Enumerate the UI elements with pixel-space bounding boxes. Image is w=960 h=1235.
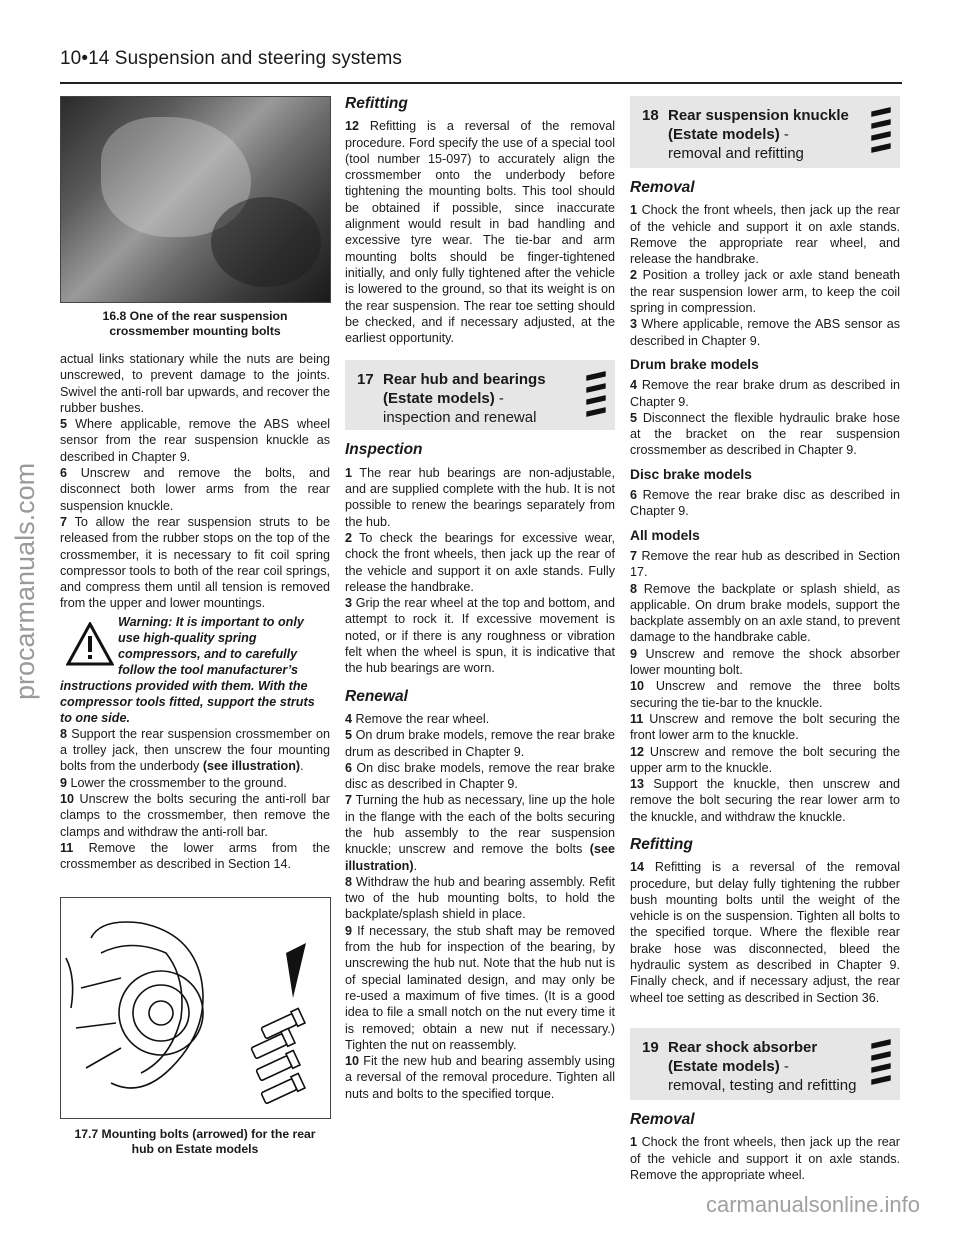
figure-16-8-caption: 16.8 One of the rear suspension crossmember mounting bolts bbox=[102, 309, 288, 338]
paragraph: 2 Position a trolley jack or axle stand beneath the rear suspension lower arm, to keep the coil spring in compression. bbox=[630, 268, 901, 316]
heading-all-models: All models bbox=[630, 527, 700, 543]
paragraph: 12 Refitting is a reversal of the removal procedure. Ford specify the use of a special tool (tool number 15-097) to accurately align the crossmember onto the underbody before tightening the mounting bolts. This tool should be obtained if possible, since inaccurate alignment would result in bad handling and excessive tyre wear. The tie-bar and arm mounting bolts should be finger-tightened initially, and only fully tightened after the vehicle is lowered to the ground, so that its weight is on the rear suspension. The rear toe setting should be checked, and if necessary adjusted, at the earliest opportunity. bbox=[345, 119, 615, 346]
column-1 bbox=[60, 96, 330, 872]
paragraph: 3 Grip the rear wheel at the top and bottom, and attempt to rock it. If excessive movement is noted, or if there is any roughness or vibration felt when the wheel is spun, it is indicative that the hub bearings are worn. bbox=[345, 596, 615, 676]
heading-removal-2: Removal bbox=[630, 1110, 695, 1128]
paragraph: 4 Remove the rear wheel. bbox=[345, 711, 490, 726]
paragraph: 1 Chock the front wheels, then jack up the rear of the vehicle and support it on axle stands. Remove the appropriate wheel. bbox=[630, 1135, 900, 1182]
arrow-icon bbox=[286, 943, 306, 998]
column-2 bbox=[345, 96, 615, 1102]
paragraph: 1 Chock the front wheels, then jack up the rear of the vehicle and support it on axle stands. Remove the appropriate rear wheel, and release the handbrake. bbox=[630, 203, 900, 267]
column-3 bbox=[630, 96, 900, 1183]
paragraph: 8 Support the rear suspension crossmember on a trolley jack, then unscrew the four mounting bolts from the underbody (see illustration). bbox=[60, 726, 330, 774]
paragraph: 13 Support the knuckle, then unscrew and remove the bolt securing the rear lower arm to the knuckle, and withdraw the knuckle. bbox=[630, 777, 900, 824]
rear-hub-drawing bbox=[61, 898, 330, 1118]
figure-17-7-caption: 17.7 Mounting bolts (arrowed) for the rear hub on Estate models bbox=[74, 1127, 316, 1156]
paragraph: 12 Unscrew and remove the bolt securing the upper arm to the knuckle. bbox=[630, 744, 901, 775]
heading-removal: Removal bbox=[630, 179, 695, 196]
paragraph: 10 Unscrew and remove the three bolts securing the tie-bar to the knuckle. bbox=[630, 679, 900, 710]
paragraph: 9 If necessary, the stub shaft may be removed from the hub for inspection of the bearing, by unscrewing the hub nut. Note that the hub nut is of special laminated design, and may only be re-used a maximum of five times. (It is a good idea to file a small notch on the nut every time it is removed; obtain a new nut if necessary.) Tighten the nut on reassembly. bbox=[345, 923, 615, 1052]
paragraph: 6 On disc brake models, remove the rear brake disc as described in Chapter 9. bbox=[345, 760, 616, 792]
side-watermark: procarmanuals.com bbox=[10, 462, 40, 700]
section-19-header: 19 Rear shock absorber (Estate models) - removal, testing and refitting bbox=[630, 1028, 900, 1100]
paragraph: 4 Remove the rear brake drum as described in Chapter 9. bbox=[630, 378, 901, 409]
paragraph: 9 Unscrew and remove the shock absorber lower mounting bolt. bbox=[630, 646, 900, 678]
heading-inspection: Inspection bbox=[345, 441, 423, 459]
paragraph: 9 Lower the crossmember to the ground. bbox=[60, 775, 287, 790]
paragraph: 5 On drum brake models, remove the rear brake drum as described in Chapter 9. bbox=[345, 728, 615, 759]
paragraph: 3 Where applicable, remove the ABS sensor as described in Chapter 9. bbox=[630, 317, 901, 348]
paragraph: 7 To allow the rear suspension struts to be released from the rubber stops on the top of the crossmember, it is necessary to fit coil spring compressor tools to both of the rear coil springs, and compress them until all tension is removed from the upper and lower mountings. bbox=[60, 514, 330, 611]
figure-16-8-photo bbox=[60, 96, 331, 303]
header-rule bbox=[60, 82, 902, 84]
paragraph: 11 Remove the lower arms from the crossmember as described in Section 14. bbox=[60, 840, 330, 872]
warning-triangle-icon bbox=[66, 622, 114, 666]
section-18-header: 18 Rear suspension knuckle (Estate models) - removal and refitting bbox=[630, 96, 900, 168]
figure-17-7-illustration bbox=[60, 897, 331, 1119]
paragraph: 14 Refitting is a reversal of the removal procedure, but delay fully tightening the rubber bush mounting bolts until the weight of the vehicle is on the suspension. Tighten all bolts to the specified torque. Where the flexible rear brake hose was disconnected, bleed the hydraulic system as described in Chapter 9. Finally check, and if necessary adjust, the rear wheel toe setting as described in Section 36. bbox=[630, 860, 900, 1005]
paragraph: 7 Remove the rear hub as described in Section 17. bbox=[630, 548, 900, 580]
paragraph: 11 Unscrew and remove the bolt securing the front lower arm to the knuckle. bbox=[630, 711, 901, 743]
difficulty-spanners-icon bbox=[870, 1034, 892, 1088]
heading-disc-brake: Disc brake models bbox=[630, 466, 752, 482]
heading-refitting: Refitting bbox=[345, 95, 408, 112]
figure-17-7 bbox=[60, 897, 330, 1169]
footer-watermark: carmanualsonline.info bbox=[705, 1192, 920, 1217]
paragraph: 8 Withdraw the hub and bearing assembly. Refit two of the hub mounting bolts, to hold the backplate/splash shield in place. bbox=[345, 874, 616, 922]
paragraph: 8 Remove the backplate or splash shield, as applicable. On drum brake models, support the backplate assembly on an axle stand, to prevent damage to the handbrake cable. bbox=[630, 581, 900, 645]
section-17-header: 17 Rear hub and bearings (Estate models) - inspection and renewal bbox=[345, 360, 615, 430]
warning-note: Warning: It is important to only use high-quality spring compressors, and to carefully follow the tool manufacturer’s instructions provided with them. With the compressor tools fitted, support the struts to one side. bbox=[60, 614, 315, 725]
heading-renewal: Renewal bbox=[345, 687, 408, 705]
paragraph: 1 The rear hub bearings are non-adjustable, and are supplied complete with the hub. It is not possible to renew the bearings separately from the hub. bbox=[345, 465, 615, 529]
difficulty-spanners-icon bbox=[870, 102, 892, 156]
page-header: 10•14 Suspension and steering systems bbox=[60, 48, 402, 69]
paragraph: 10 Unscrew the bolts securing the anti-roll bar clamps to the crossmember, then remove the clamps and withdraw the anti-roll bar. bbox=[60, 791, 330, 839]
paragraph: 6 Remove the rear brake disc as described in Chapter 9. bbox=[630, 488, 900, 519]
paragraph: actual links stationary while the nuts are being unscrewed, to prevent damage to the joints. Swivel the anti-roll bar upwards, and recover the rubber bushes. bbox=[60, 352, 330, 415]
paragraph: 5 Disconnect the flexible hydraulic brake hose at the bracket on the rear suspension crossmember as described in Chapter 9. bbox=[630, 410, 900, 458]
heading-drum-brake: Drum brake models bbox=[630, 356, 759, 372]
paragraph: 10 Fit the new hub and bearing assembly using a reversal of the removal procedure. Tighten all nuts and bolts to the specified torque. bbox=[345, 1054, 615, 1101]
difficulty-spanners-icon bbox=[585, 366, 607, 420]
paragraph: 5 Where applicable, remove the ABS wheel sensor from the rear suspension knuckle as described in Chapter 9. bbox=[60, 417, 331, 464]
paragraph: 2 To check the bearings for excessive wear, chock the front wheels, then jack up the rear of the vehicle and support it on axle stands. Fully release the handbrake. bbox=[345, 530, 615, 594]
paragraph: 6 Unscrew and remove the bolts, and disconnect both lower arms from the rear suspension knuckle. bbox=[60, 466, 331, 513]
paragraph: 7 Turning the hub as necessary, line up the hole in the flange with the each of the bolts securing the hub assembly to the rear suspension knuckle; unscrew and remove the bolts (see illustration). bbox=[345, 793, 616, 873]
heading-refitting: Refitting bbox=[630, 835, 693, 853]
